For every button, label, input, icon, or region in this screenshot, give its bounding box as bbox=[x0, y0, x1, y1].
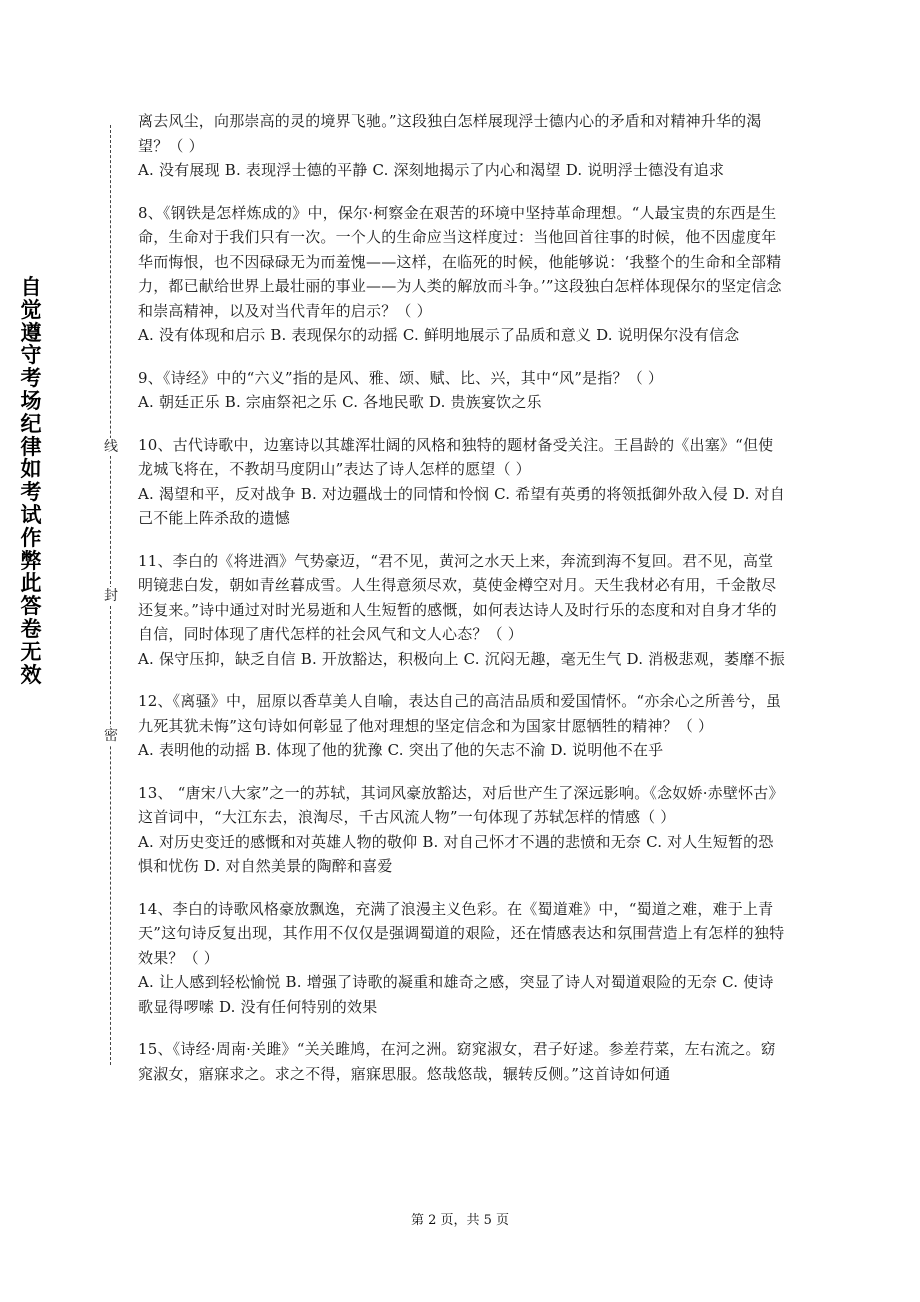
question-options: A. 渴望和平，反对战争 B. 对边疆战士的同情和怜悯 C. 希望有英勇的将领抵御外敌入侵 D. 对自己不能上阵杀敌的遗憾 bbox=[138, 484, 785, 527]
question-stem: 8、《钢铁是怎样炼成的》中，保尔·柯察金在艰苦的环境中坚持革命理想。“人最宝贵的东西是生命，生命对于我们只有一次。一个人的生命应当这样度过：当他回首往事的时候，他不因虚度年华而悔恨，也不因碌碌无为而羞愧——这样，在临死的时候，他能够说：‘我整个的生命和全部精力，都已献给世界上最壮丽的事业——为人类的解放而斗争。’”这段独白怎样体现保尔的坚定信念和崇高精神，以及对当代青年的启示？（ ） bbox=[138, 203, 782, 320]
question-options: A. 保守压抑，缺乏自信 B. 开放豁达，积极向上 C. 沉闷无趣，毫无生气 D. 消极悲观，萎靡不振 bbox=[138, 649, 785, 668]
page-number: 第 2 页，共 5 页 bbox=[410, 1213, 510, 1228]
question-stem: 13、 “唐宋八大家”之一的苏轼，其词风豪放豁达，对后世产生了深远影响。《念奴娇·赤壁怀古》这首词中，“大江东去，浪淘尽，千古风流人物”一句体现了苏轼怎样的情感（ ） bbox=[138, 783, 784, 826]
question-options: A. 朝廷正乐 B. 宗庙祭祀之乐 C. 各地民歌 D. 贵族宴饮之乐 bbox=[138, 393, 542, 411]
question-stem: 14、李白的诗歌风格豪放飘逸，充满了浪漫主义色彩。在《蜀道难》中，“蜀道之难，难于上青天”这句诗反复出现，其作用不仅仅是强调蜀道的艰险，还在情感表达和氛围营造上有怎样的独特效果？（ ） bbox=[138, 899, 785, 967]
question-stem: 12、《离骚》中，屈原以香草美人自喻，表达自己的高洁品质和爱国情怀。“亦余心之所善兮，虽九死其犹未悔”这句诗如何彰显了他对理想的坚定信念和为国家甘愿牺牲的精神？（ ） bbox=[138, 692, 782, 735]
question-10 bbox=[138, 433, 788, 531]
question-14 bbox=[138, 897, 788, 1020]
question-stem: 10、古代诗歌中，边塞诗以其雄浑壮阔的风格和独特的题材备受关注。王昌龄的《出塞》“但使龙城飞将在，不教胡马度阴山”表达了诗人怎样的愿望（ ） bbox=[138, 435, 774, 478]
exam-discipline-warning: 自觉遵守考场纪律如考试作弊此答卷无效 bbox=[20, 275, 42, 687]
question-8 bbox=[138, 201, 788, 348]
question-9 bbox=[138, 366, 788, 415]
question-stem: 9、《诗经》中的“六义”指的是风、雅、颂、赋、比、兴，其中“风”是指？（ ） bbox=[138, 368, 664, 387]
binding-mark-mi: 密 bbox=[104, 728, 118, 744]
question-options: A. 让人感到轻松愉悦 B. 增强了诗歌的凝重和雄奇之感，突显了诗人对蜀道艰险的无奈 C. 使诗歌显得啰嗦 D. 没有任何特别的效果 bbox=[138, 973, 774, 1016]
question-options: A. 没有体现和启示 B. 表现保尔的动摇 C. 鲜明地展示了品质和意义 D. 说明保尔没有信念 bbox=[138, 326, 740, 344]
binding-mark-feng: 封 bbox=[104, 588, 118, 604]
question-stem: 11、李白的《将进酒》气势豪迈，“君不见，黄河之水天上来，奔流到海不复回。君不见，高堂明镜悲白发，朝如青丝暮成雪。人生得意须尽欢，莫使金樽空对月。天生我材必有用，千金散尽还复来。”诗中通过对时光易逝和人生短暂的感慨，如何表达诗人及时行乐的态度和对自身才华的自信，同时体现了唐代怎样的社会风气和文人心态？（ ） bbox=[138, 551, 777, 643]
question-stem: 15、《诗经·周南·关雎》“关关雎鸠，在河之洲。窈窕淑女，君子好逑。参差荇菜，左右流之。窈窕淑女，寤寐求之。求之不得，寤寐思服。悠哉悠哉，辗转反侧。”这首诗如何通 bbox=[138, 1040, 776, 1083]
question-list bbox=[138, 109, 788, 1104]
question-12 bbox=[138, 689, 788, 763]
question-options: A. 对历史变迁的感慨和对英雄人物的敬仰 B. 对自己怀才不遇的悲愤和无奈 C. 对人生短暂的恐惧和忧伤 D. 对自然美景的陶醉和喜爱 bbox=[138, 832, 774, 875]
question-options: A. 表明他的动摇 B. 体现了他的犹豫 C. 突出了他的矢志不渝 D. 说明他不在乎 bbox=[138, 741, 664, 759]
question-11 bbox=[138, 549, 788, 672]
question-13 bbox=[138, 781, 788, 879]
binding-mark-xian: 线 bbox=[104, 439, 118, 455]
question-stem: 离去风尘，向那崇高的灵的境界飞驰。”这段独白怎样展现浮士德内心的矛盾和对精神升华的渴望？（ ） bbox=[138, 112, 762, 155]
question-15 bbox=[138, 1037, 788, 1086]
question-options: A. 没有展现 B. 表现浮士德的平静 C. 深刻地揭示了内心和渴望 D. 说明浮士德没有追求 bbox=[138, 161, 725, 179]
question-7-continued bbox=[138, 109, 788, 183]
